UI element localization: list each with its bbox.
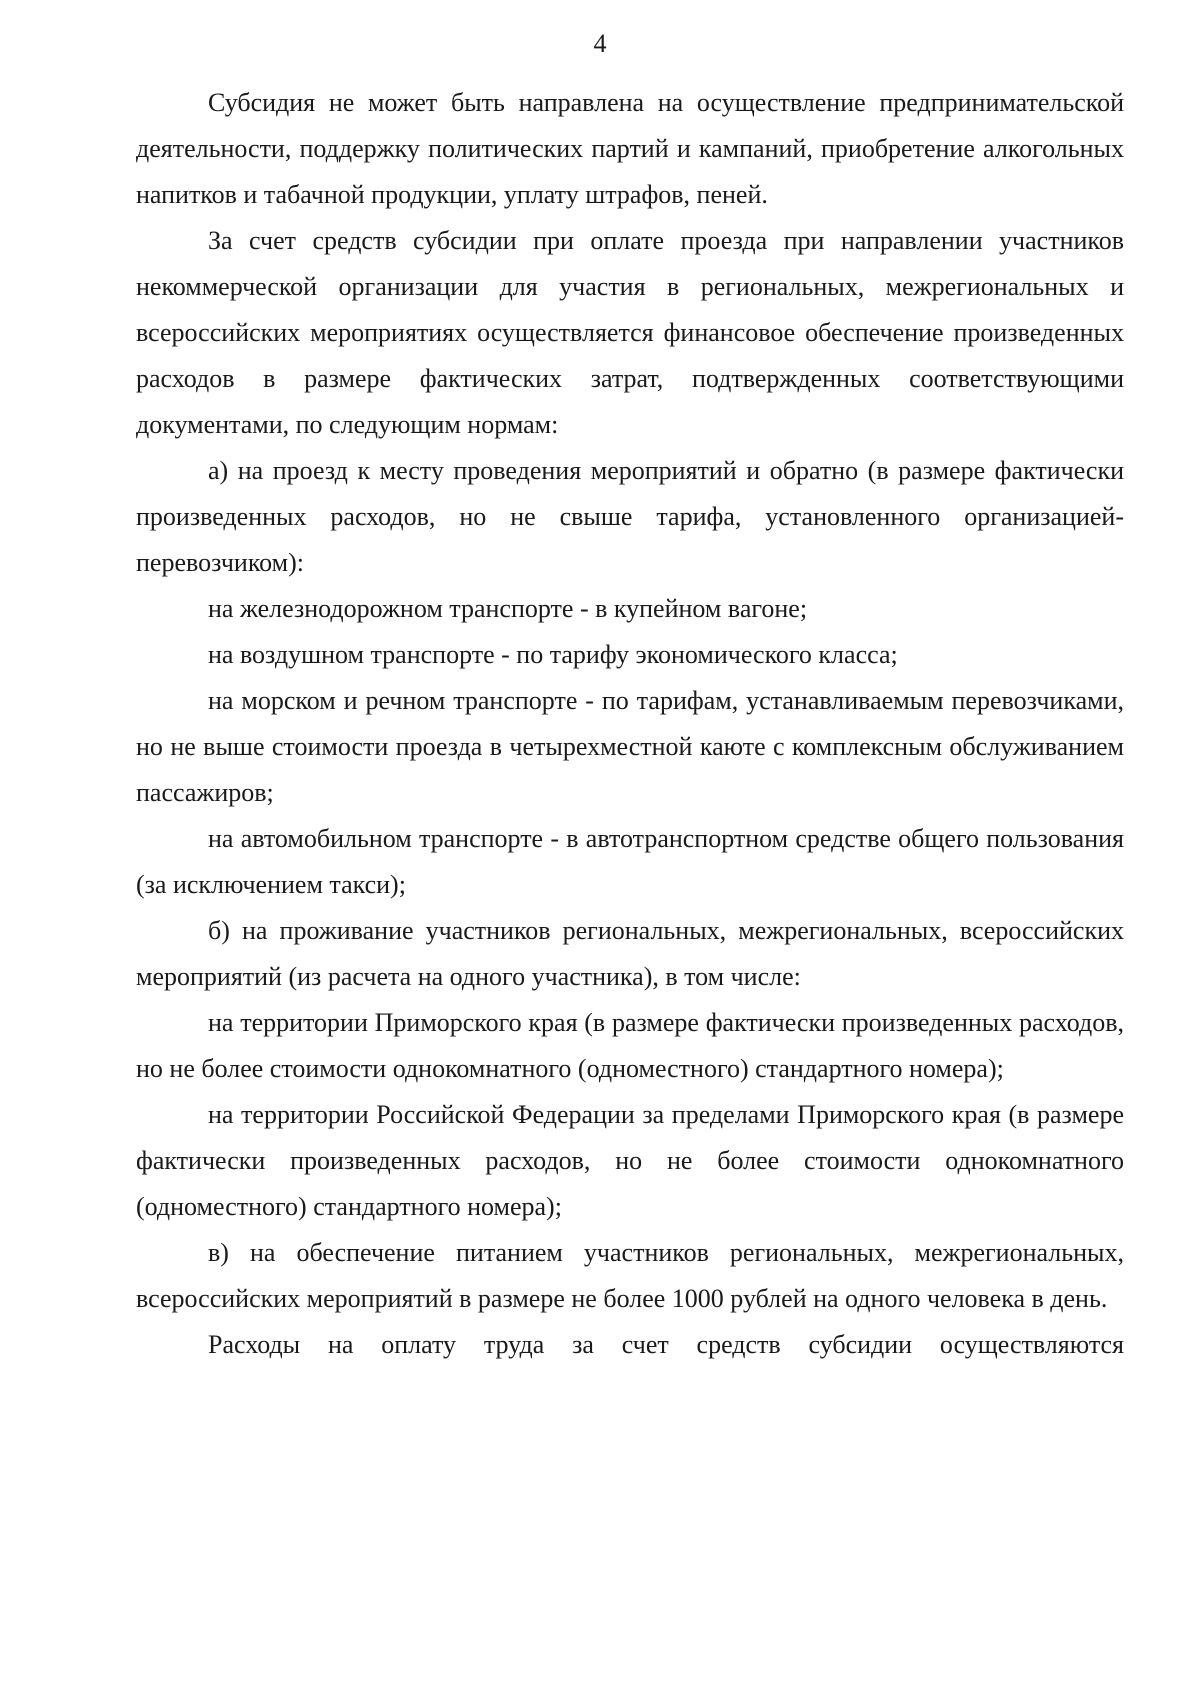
paragraph-road-transport: на автомобильном транспорте - в автотранспортном средстве общего пользования (за исключением такси); <box>136 824 1124 899</box>
paragraph-primorsky-territory: на территории Приморского края (в размере фактически произведенных расходов, но не более стоимости однокомнатного (одноместного) стандартного номера); <box>136 1008 1124 1083</box>
paragraph-russian-federation-territory: на территории Российской Федерации за пределами Приморского края (в размере фактически произведенных расходов, но не более стоимости однокомнатного (одноместного) стандартного номера); <box>136 1100 1124 1221</box>
page-number: 4 <box>593 29 607 58</box>
paragraph-labor-costs: Расходы на оплату труда за счет средств субсидии осуществляются <box>208 1330 1124 1359</box>
paragraph-item-c-meals: в) на обеспечение питанием участников региональных, межрегиональных, всероссийских мероприятий в размере не более 1000 рублей на одного человека в день. <box>136 1238 1124 1313</box>
paragraph-item-a-travel: а) на проезд к месту проведения мероприятий и обратно (в размере фактически произведенных расходов, но не свыше тарифа, установленного организацией-перевозчиком): <box>136 456 1124 577</box>
paragraph-railway-transport: на железнодорожном транспорте - в купейном вагоне; <box>208 594 808 623</box>
document-body <box>136 80 1124 1368</box>
paragraph-air-transport: на воздушном транспорте - по тарифу экономического класса; <box>208 640 898 669</box>
paragraph-item-b-accommodation: б) на проживание участников региональных, межрегиональных, всероссийских мероприятий (из расчета на одного участника), в том числе: <box>136 916 1124 991</box>
paragraph-subsidy-restrictions: Субсидия не может быть направлена на осуществление предпринимательской деятельности, поддержку политических партий и кампаний, приобретение алкогольных напитков и табачной продукции, уплату штрафов, пеней. <box>136 88 1124 209</box>
paragraph-travel-expenses: За счет средств субсидии при оплате проезда при направлении участников некоммерческой организации для участия в региональных, межрегиональных и всероссийских мероприятиях осуществляется финансовое обеспечение произведенных расходов в размере фактических затрат, подтвержденных соответствующими документами, по следующим нормам: <box>136 226 1124 439</box>
paragraph-sea-river-transport: на морском и речном транспорте - по тарифам, устанавливаемым перевозчиками, но не выше стоимости проезда в четырехместной каюте с комплексным обслуживанием пассажиров; <box>136 686 1124 807</box>
